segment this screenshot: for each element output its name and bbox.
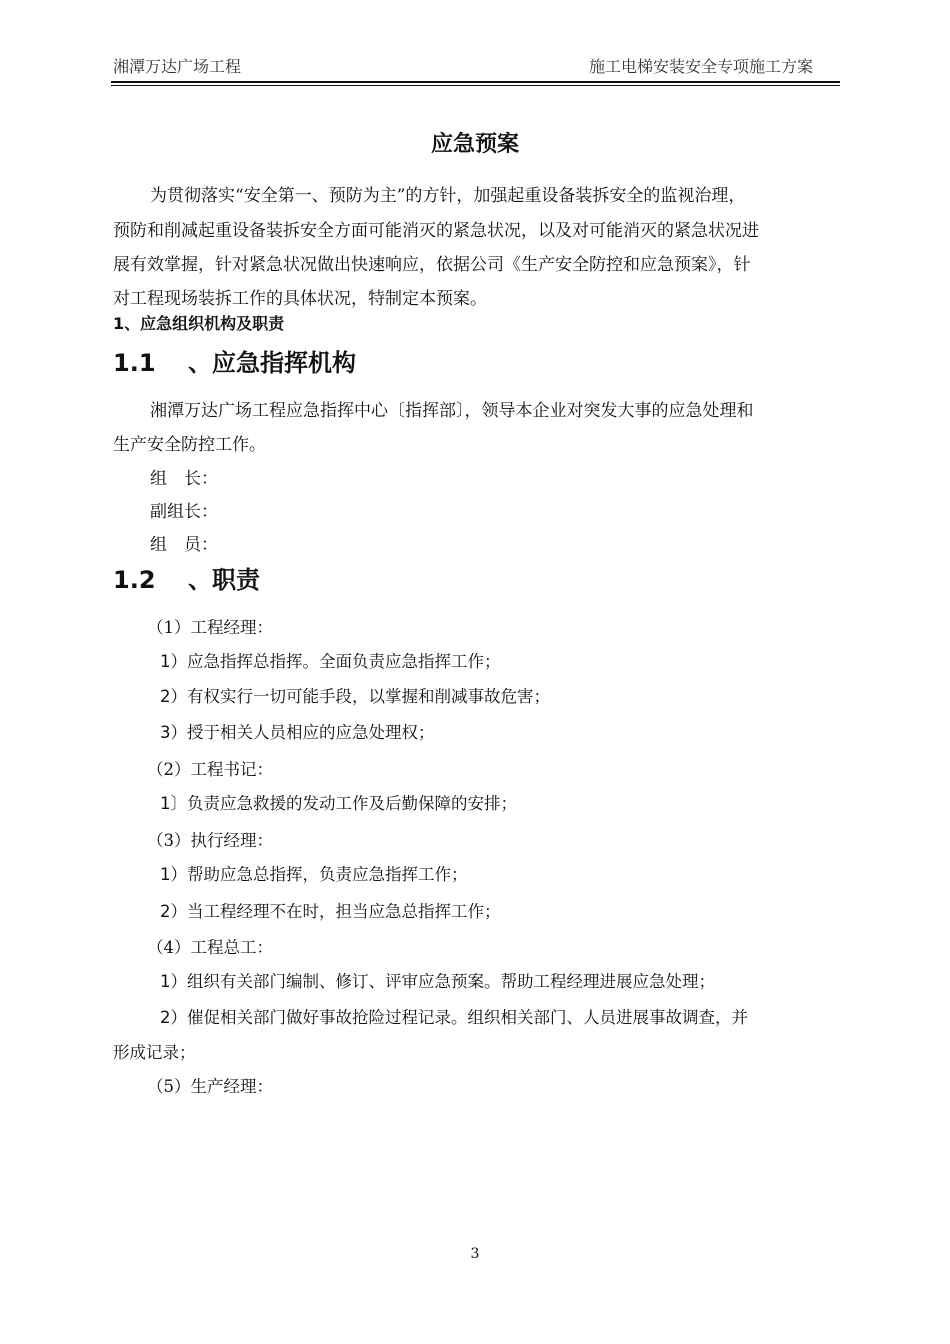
list-item: 1）组织有关部门编制、修订、评审应急预案。帮助工程经理进展应急处理； [160, 972, 715, 991]
list-item: （2）工程书记： [147, 760, 273, 779]
command-para-line-1: 湘潭万达广场工程应急指挥中心〔指挥部〕，领导本企业对突发大事的应急处理和 [150, 401, 754, 421]
list-item: 2）当工程经理不在时，担当应急总指挥工作； [160, 902, 501, 921]
list-item-continuation: 形成记录； [113, 1043, 196, 1062]
header-project-name: 湘潭万达广场工程 [113, 57, 242, 76]
subsection-title: 、职责 [188, 566, 260, 594]
list-item: （4）工程总工： [147, 938, 273, 957]
list-item: 2）催促相关部门做好事故抢险过程记录。组织相关部门、人员进展事故调查，并 [160, 1008, 748, 1027]
list-item: 1〕负责应急救援的发动工作及后勤保障的安排； [160, 794, 517, 813]
header-document-title: 施工电梯安装安全专项施工方案 [589, 57, 814, 76]
subsection-heading-1-2 [113, 560, 260, 595]
command-para-line-2: 生产安全防控工作。 [113, 435, 266, 455]
list-item: （3）执行经理： [147, 831, 273, 850]
header-divider [111, 81, 840, 83]
subsection-number: 1.1 [113, 349, 156, 377]
subsection-number: 1.2 [113, 566, 156, 594]
intro-line-3: 展有效掌握，针对紧急状况做出快速响应，依据公司《生产安全防控和应急预案》，针 [113, 255, 751, 275]
page-title: 应急预案 [430, 132, 519, 157]
member-line: 组 员： [150, 535, 218, 555]
intro-line-2: 预防和削减起重设备装拆安全方面可能消灭的紧急状况，以及对可能消灭的紧急状况进 [113, 221, 759, 241]
section-heading: 1、应急组织机构及职责 [113, 314, 285, 333]
header-divider-thin [111, 85, 840, 86]
deputy-line: 副组长： [150, 502, 218, 522]
subsection-title: 、应急指挥机构 [188, 349, 356, 377]
list-item: （5）生产经理： [147, 1077, 273, 1096]
list-item: 1）应急指挥总指挥。全面负责应急指挥工作； [160, 652, 501, 671]
intro-line-4: 对工程现场装拆工作的具体状况，特制定本预案。 [113, 289, 487, 309]
list-item: 1）帮助应急总指挥，负责应急指挥工作； [160, 865, 468, 884]
list-item: 2）有权实行一切可能手段，以掌握和削减事故危害； [160, 687, 550, 706]
page-number: 3 [470, 1246, 480, 1262]
subsection-heading-1-1 [113, 343, 356, 378]
intro-line-1: 为贯彻落实“安全第一、预防为主”的方针，加强起重设备装拆安全的监视治理， [150, 186, 746, 206]
leader-line: 组 长： [150, 469, 218, 489]
list-item: （1）工程经理： [147, 618, 273, 637]
list-item: 3）授于相关人员相应的应急处理权； [160, 723, 435, 742]
